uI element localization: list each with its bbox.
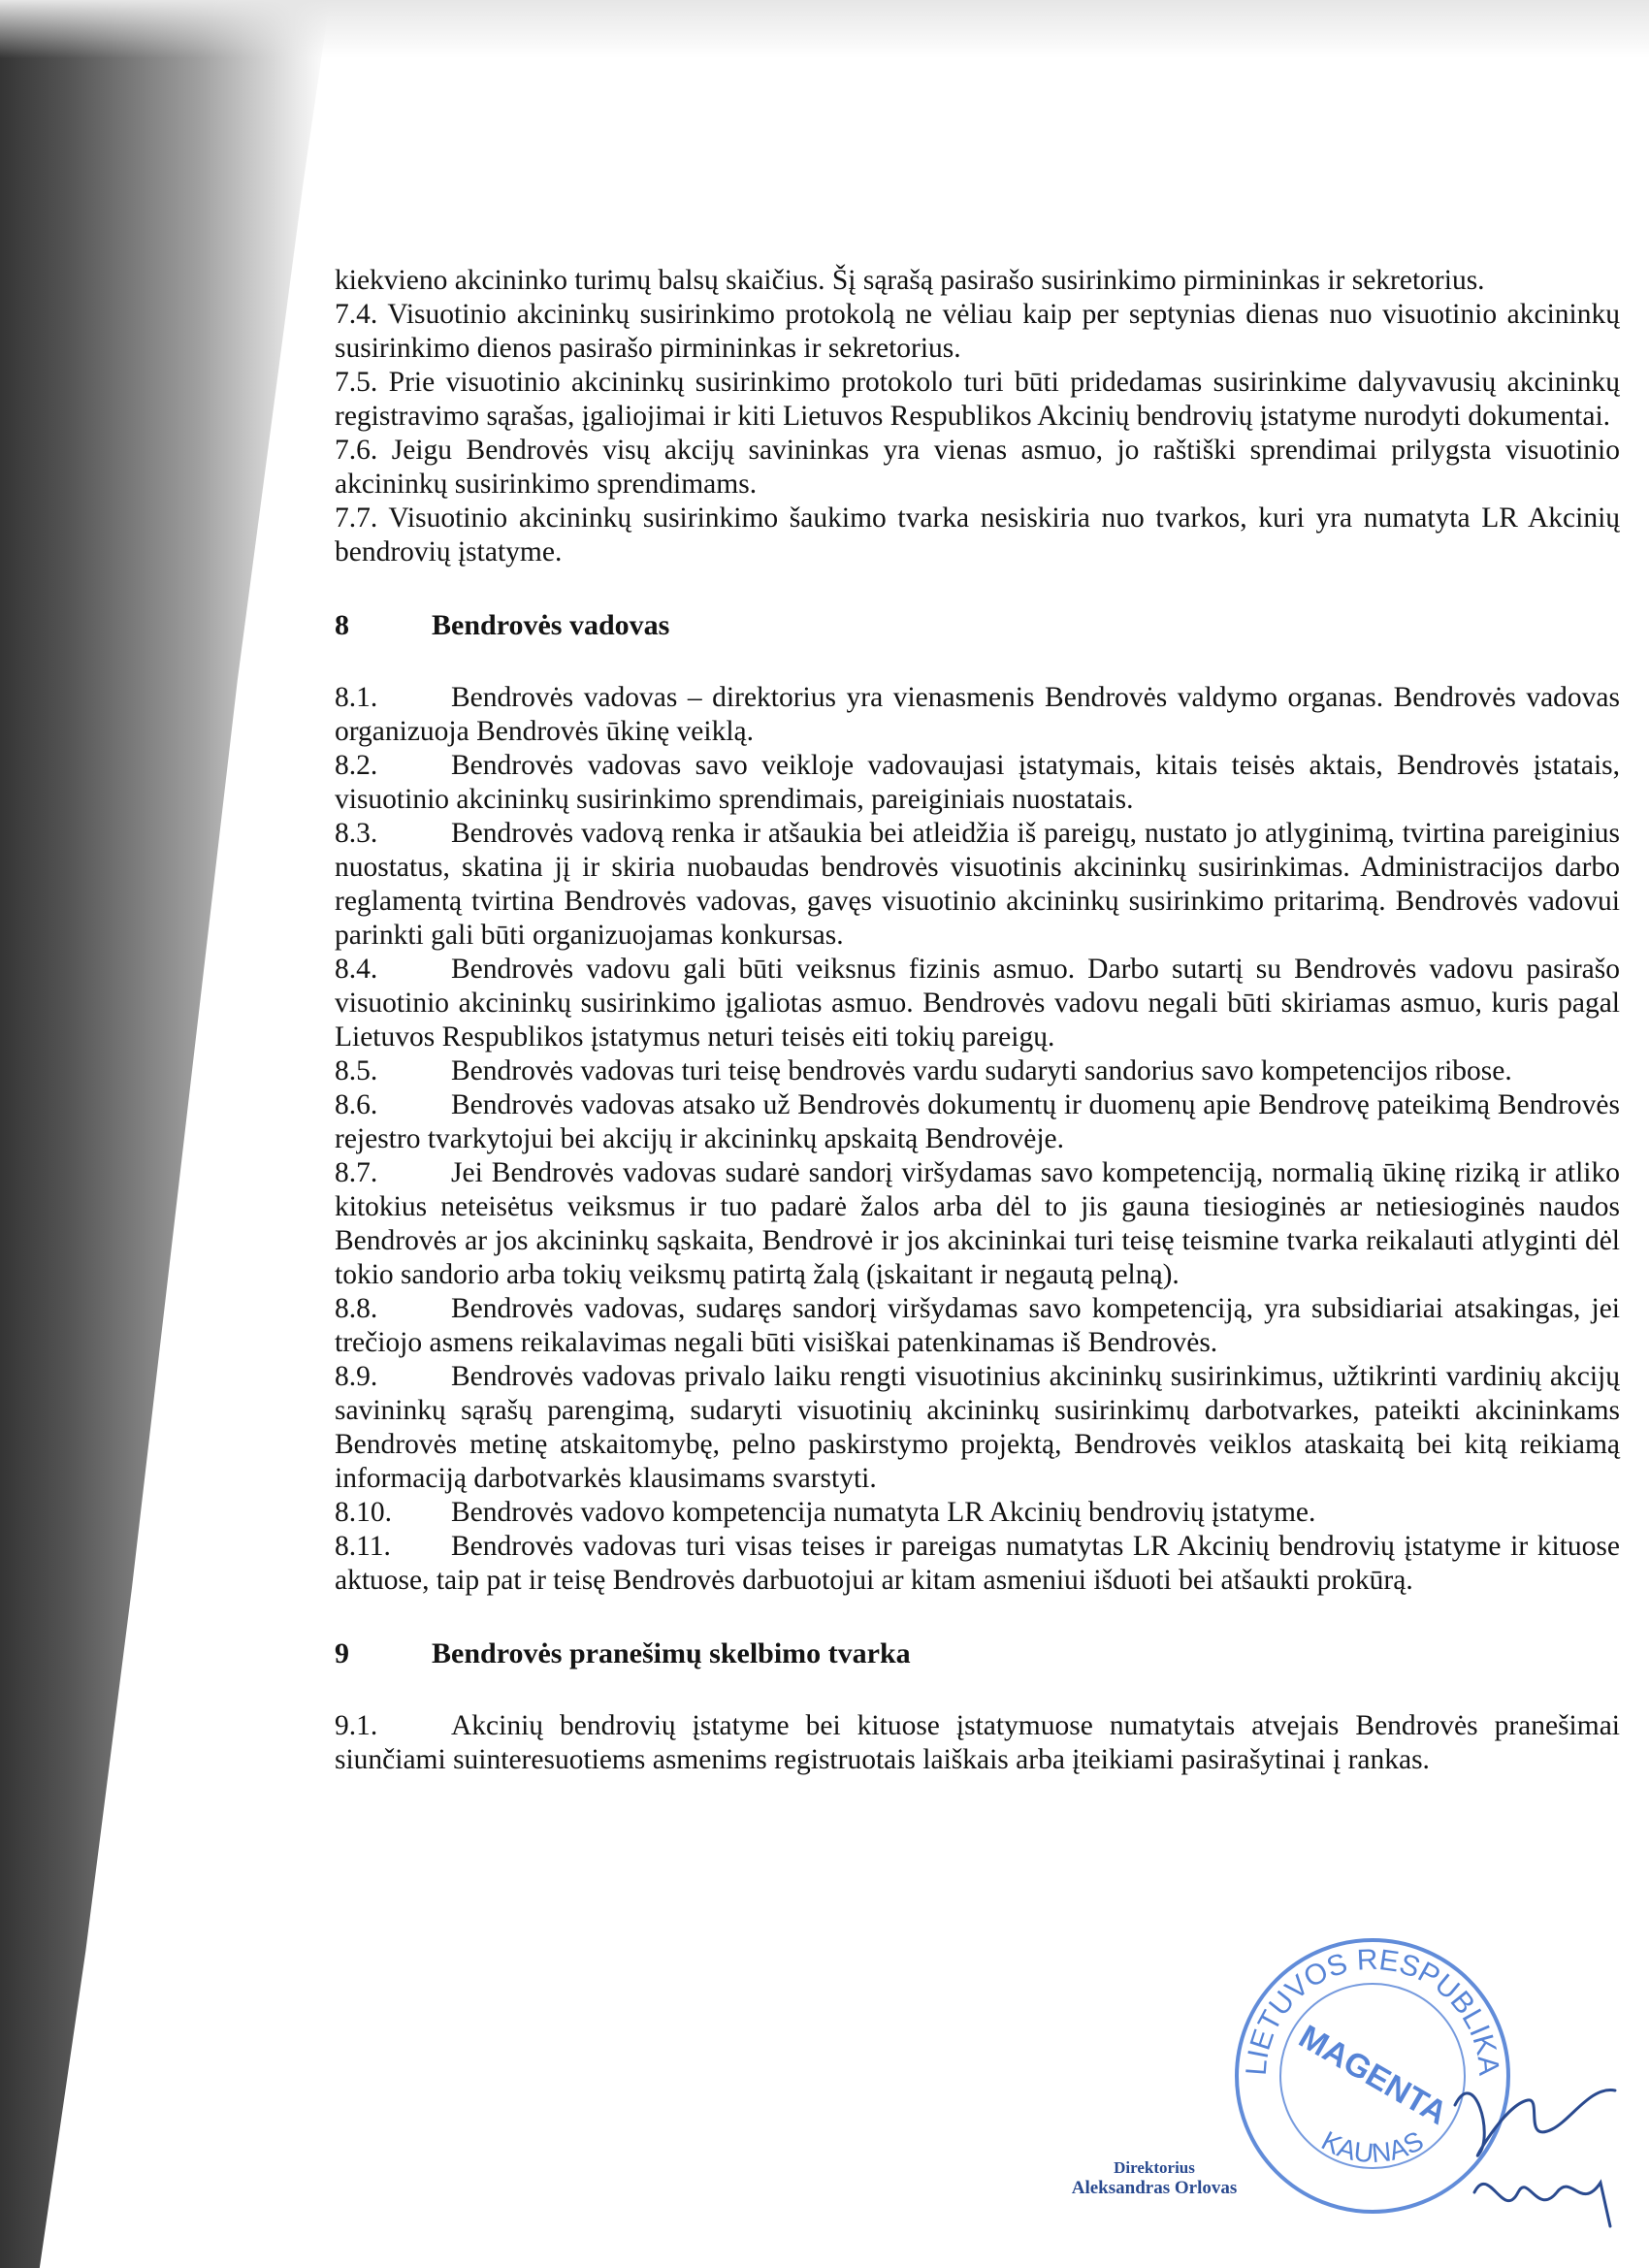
paragraph-7-3-cont: kiekvieno akcininko turimų balsų skaičius. Šį sąrašą pasirašo susirinkimo pirmininkas ir sekretorius. — [335, 265, 1485, 296]
paragraph-8-7: 8.7. Jei Bendrovės vadovas sudarė sandorį viršydamas savo kompetenciją, normalią ūkinę riziką ir atliko kitokius neteisėtus veiksmus ir tuo padarė žalos arba dėl to jis gauna tiesioginės ar netiesioginės naudos Bendrovės ar jos akcininkų sąskaita, Bendrovė ir jos akcininkai turi teisę teismine tvarka reikalauti atlyginti dėl tokio sandorio arba tokių veiksmų patirtą žalą (įskaitant ir negautą pelną). — [335, 1157, 1620, 1290]
paragraph-7-6: 7.6. Jeigu Bendrovės visų akcijų savininkas yra vienas asmuo, jo raštiški sprendimai prilygsta visuotinio akcininkų susirinkimo sprendimams. — [335, 435, 1621, 500]
section-8-heading: 8 Bendrovės vadovas — [335, 609, 670, 641]
handwritten-signature — [1436, 2047, 1639, 2251]
paragraph-8-8: 8.8. Bendrovės vadovas, sudaręs sandorį viršydamas savo kompetenciją, yra subsidiariai atsakingas, jei trečiojo asmens reikalavimas negali būti visiškai patenkinamas iš Bendrovės. — [335, 1293, 1620, 1358]
paragraph-8-3: 8.3. Bendrovės vadovą renka ir atšaukia bei atleidžia iš pareigų, nustato jo atlyginimą, tvirtina pareiginius nuostatus, skatina jį ir skiria nuobaudas bendrovės visuotinis akcininkų susirinkimas. Administracijos darbo reglamentą tvirtina Bendrovės vadovas, gavęs visuotinio akcininkų susirinkimo pritarimą. Bendrovės vadovui parinkti gali būti organizuojamas konkursas. — [335, 818, 1620, 951]
paragraph-9-1: 9.1. Akcinių bendrovių įstatyme bei kituose įstatymuose numatytais atvejais Bendrovės pranešimai siunčiami suinteresuotiems asmenims registruotais laiškais arba įteikiami pasirašytinai į rankas. — [335, 1710, 1620, 1775]
stamp-bottom-text: KAUNAS — [1316, 2124, 1429, 2169]
scan-top-shadow — [0, 0, 1649, 58]
paragraph-8-5: 8.5. Bendrovės vadovas turi teisę bendrovės vardu sudaryti sandorius savo kompetencijos ribose. — [335, 1055, 1512, 1086]
paragraph-8-4: 8.4. Bendrovės vadovu gali būti veiksnus fizinis asmuo. Darbo sutartį su Bendrovės vadovu pasirašo visuotinio akcininkų susirinkimo įgaliotas asmuo. Bendrovės vadovu negali būti skiriamas asmuo, kuris pagal Lietuvos Respublikos įstatymus neturi teisės eiti tokių pareigų. — [335, 954, 1620, 1053]
paragraph-7-4: 7.4. Visuotinio akcininkų susirinkimo protokolą ne vėliau kaip per septynias dienas nuo visuotinio akcininkų susirinkimo dienos pasirašo pirmininkas ir sekretorius. — [335, 299, 1620, 364]
scan-edge-shadow — [0, 0, 330, 2268]
paragraph-7-5: 7.5. Prie visuotinio akcininkų susirinkimo protokolo turi būti pridedamas susirinkime dalyvavusių akcininkų registravimo sąrašas, įgaliojimai ir kiti Lietuvos Respublikos Akcinių bendrovių įstatyme nurodyti dokumentai. — [335, 367, 1620, 432]
signature-block — [1028, 2158, 1280, 2199]
paragraph-8-2: 8.2. Bendrovės vadovas savo veikloje vadovaujasi įstatymais, kitais teisės aktais, Bendrovės įstatais, visuotinio akcininkų susirinkimo sprendimais, pareiginiais nuostatais. — [335, 750, 1620, 815]
paragraph-8-6: 8.6. Bendrovės vadovas atsako už Bendrovės dokumentų ir duomenų apie Bendrovę pateikimą Bendrovės rejestro tvarkytojui bei akcijų ir akcininkų apskaitą Bendrovėje. — [335, 1089, 1620, 1154]
paragraph-8-9: 8.9. Bendrovės vadovas privalo laiku rengti visuotinius akcininkų susirinkimus, užtikrinti vardinių akcijų savininkų sąrašų parengimą, sudaryti visuotinių akcininkų susirinkimų darbotvarkes, pateikti akcininkams Bendrovės metinę atskaitomybę, pelno paskirstymo projektą, Bendrovės veiklos ataskaitą bei kitą reikiamą informaciją darbotvarkės klausimams svarstyti. — [335, 1361, 1620, 1494]
signatory-role: Direktorius — [1114, 2158, 1195, 2177]
document-body — [335, 264, 1620, 1777]
paragraph-8-10: 8.10. Bendrovės vadovo kompetencija numatyta LR Akcinių bendrovių įstatyme. — [335, 1497, 1316, 1528]
stamp-middle-text: MAGENTA — [1292, 2018, 1454, 2132]
paragraph-7-7: 7.7. Visuotinio akcininkų susirinkimo šaukimo tvarka nesiskiria nuo tvarkos, kuri yra numatyta LR Akcinių bendrovių įstatyme. — [335, 502, 1621, 567]
paragraph-8-11: 8.11. Bendrovės vadovas turi visas teises ir pareigas numatytas LR Akcinių bendrovių įstatyme ir kituose aktuose, taip pat ir teisę Bendrovės darbuotojui ar kitam asmeniui išduoti bei atšaukti prokūrą. — [335, 1531, 1620, 1596]
section-9-heading: 9 Bendrovės pranešimų skelbimo tvarka — [335, 1637, 911, 1669]
signatory-name: Aleksandras Orlovas — [1071, 2178, 1238, 2198]
stamp-top-text: LIETUVOS RESPUBLIKA — [1240, 1943, 1505, 2077]
paragraph-8-1: 8.1. Bendrovės vadovas – direktorius yra vienasmenis Bendrovės valdymo organas. Bendrovės vadovas organizuoja Bendrovės ūkinę veiklą. — [335, 682, 1620, 747]
